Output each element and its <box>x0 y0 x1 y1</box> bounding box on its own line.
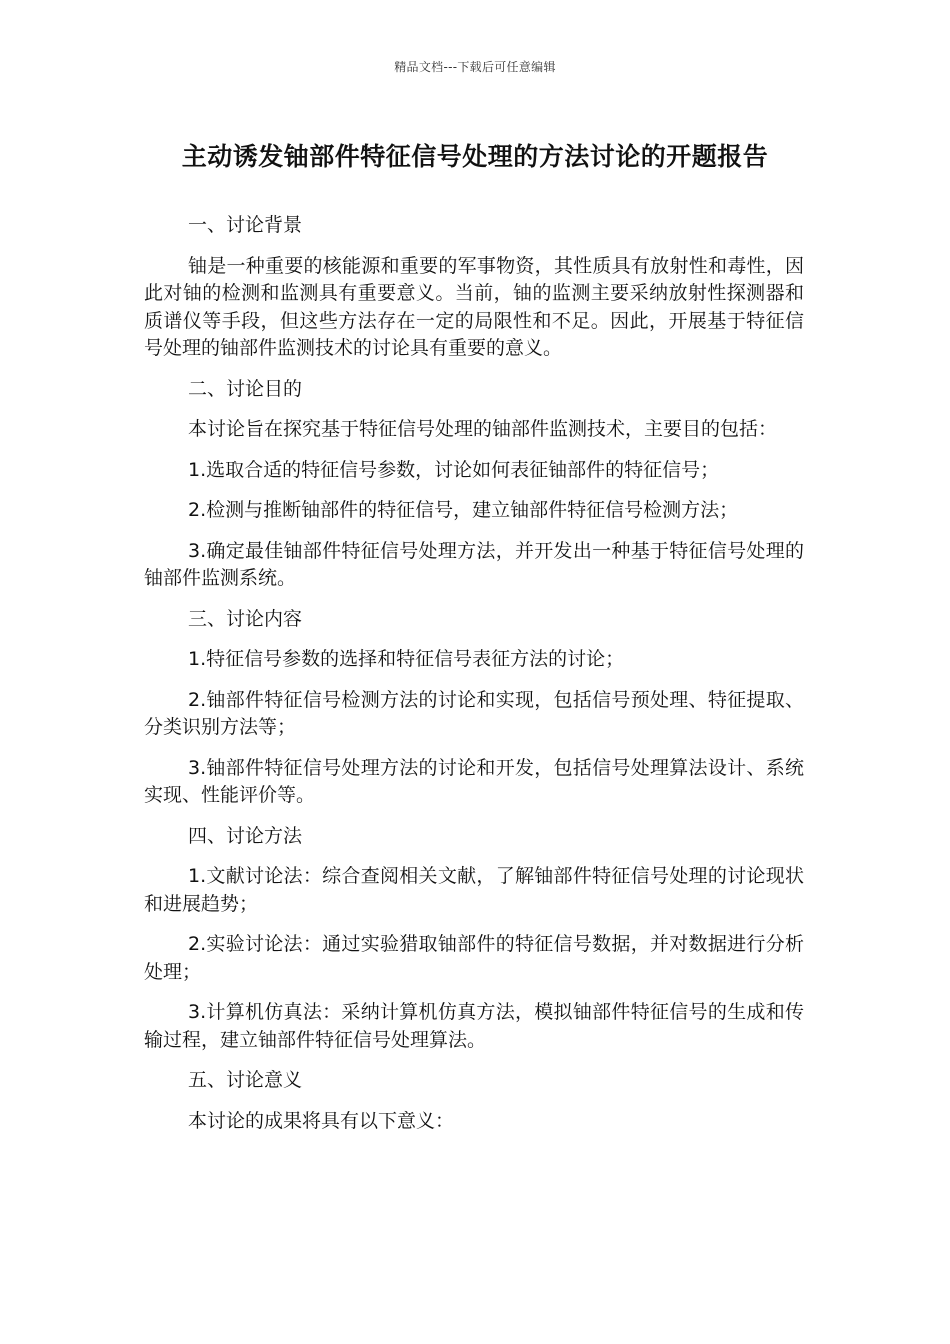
document-title: 主动诱发铀部件特征信号处理的方法讨论的开题报告 <box>181 142 769 171</box>
section-heading-purpose: 二、讨论目的 <box>188 377 303 400</box>
list-item-purpose-2: 2.检测与推断铀部件的特征信号，建立铀部件特征信号检测方法； <box>188 499 739 521</box>
list-item-purpose-3: 3.确定最佳铀部件特征信号处理方法，并开发出一种基于特征信号处理的铀部件监测系统。 <box>144 539 804 589</box>
section-heading-methods: 四、讨论方法 <box>188 824 303 847</box>
paragraph-purpose-intro: 本讨论旨在探究基于特征信号处理的铀部件监测技术，主要目的包括： <box>188 418 778 440</box>
paragraph-significance-intro: 本讨论的成果将具有以下意义： <box>188 1109 455 1132</box>
list-item-purpose-1: 1.选取合适的特征信号参数，讨论如何表征铀部件的特征信号； <box>188 458 720 481</box>
list-item-content-3: 3.铀部件特征信号处理方法的讨论和开发，包括信号处理算法设计、系统实现、性能评价等。 <box>144 756 804 806</box>
list-item-content-2: 2.铀部件特征信号检测方法的讨论和实现，包括信号预处理、特征提取、分类识别方法等； <box>144 688 804 738</box>
list-item-content-1: 1.特征信号参数的选择和特征信号表征方法的讨论； <box>188 648 625 670</box>
list-item-methods-3: 3.计算机仿真法：采纳计算机仿真方法，模拟铀部件特征信号的生成和传输过程，建立铀部件特征信号处理算法。 <box>144 1001 804 1051</box>
document-body <box>144 212 804 1148</box>
section-heading-significance: 五、讨论意义 <box>188 1069 303 1091</box>
paragraph-background: 铀是一种重要的核能源和重要的军事物资，其性质具有放射性和毒性，因此对铀的检测和监测具有重要意义。当前，铀的监测主要采纳放射性探测器和质谱仪等手段，但这些方法存在一定的局限性和不足。因此，开展基于特征信号处理的铀部件监测技术的讨论具有重要的意义。 <box>144 254 804 359</box>
list-item-methods-2: 2.实验讨论法：通过实验猎取铀部件的特征信号数据，并对数据进行分析处理； <box>144 933 804 983</box>
header-note: 精品文档---下载后可任意编辑 <box>394 60 556 74</box>
list-item-methods-1: 1.文献讨论法：综合查阅相关文献，了解铀部件特征信号处理的讨论现状和进展趋势； <box>144 865 804 915</box>
section-heading-content: 三、讨论内容 <box>188 607 303 630</box>
section-heading-background: 一、讨论背景 <box>188 214 303 236</box>
